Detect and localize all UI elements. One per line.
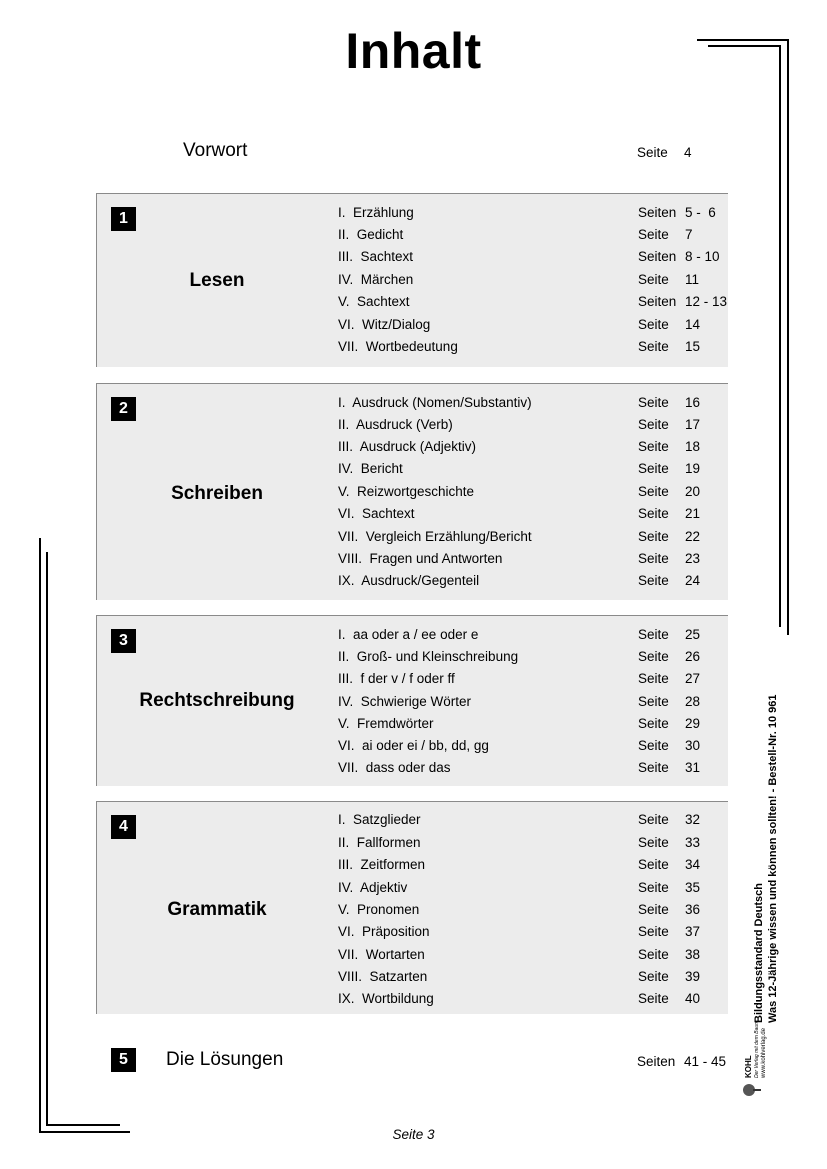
toc-item: IV. Märchen (338, 272, 414, 287)
section-title: Grammatik (167, 899, 267, 920)
toc-item-seite: Seite (638, 317, 669, 332)
toc-item-seite: Seite (638, 529, 669, 544)
vorwort-label: Vorwort (183, 140, 248, 161)
toc-item-pages: 8 - 10 (685, 249, 720, 264)
toc-item-pages: 38 (685, 947, 701, 962)
frame-line-top-outer (697, 39, 789, 41)
logo-tagline: Der Verlag mit dem Baum (754, 1020, 760, 1078)
toc-item: III. Ausdruck (Adjektiv) (338, 439, 477, 454)
section-number-badge: 5 (111, 1048, 136, 1072)
toc-item: III. Zeitformen (338, 857, 426, 872)
toc-item: IV. Bericht (338, 461, 403, 476)
toc-item-seite: Seite (638, 671, 669, 686)
toc-item-pages: 5 - 6 (685, 205, 716, 220)
frame-line-left-inner (46, 552, 48, 1126)
toc-item-pages: 20 (685, 484, 701, 499)
toc-item-pages: 30 (685, 738, 701, 753)
section-grammatik (96, 801, 728, 1014)
toc-item-seite: Seite (638, 902, 669, 917)
toc-item: II. Gedicht (338, 227, 404, 242)
section-number-badge: 2 (111, 397, 136, 421)
toc-item-pages: 17 (685, 417, 701, 432)
toc-item: VII. Wortbedeutung (338, 339, 458, 354)
frame-line-bottom-inner (46, 1124, 120, 1126)
vorwort-seite: Seite (637, 145, 668, 160)
toc-item-pages: 12 - 13 (685, 294, 728, 309)
toc-item-seite: Seite (638, 573, 669, 588)
toc-item-seite: Seite (638, 969, 669, 984)
toc-item: V. Fremdwörter (338, 716, 434, 731)
toc-item-seite: Seite (638, 439, 669, 454)
toc-item: IX. Ausdruck/Gegenteil (338, 573, 480, 588)
toc-item-pages: 15 (685, 339, 701, 354)
toc-item-pages: 40 (685, 991, 701, 1006)
logo-brand: KOHL (744, 1055, 753, 1078)
toc-item-pages: 27 (685, 671, 701, 686)
toc-item-seite: Seite (638, 461, 669, 476)
toc-item: VI. ai oder ei / bb, dd, gg (338, 738, 489, 753)
loesungen-pages: 41 - 45 (684, 1054, 727, 1069)
toc-item-pages: 28 (685, 694, 701, 709)
section-title: Schreiben (171, 483, 263, 504)
toc-item-seite: Seite (638, 924, 669, 939)
toc-item-pages: 39 (685, 969, 701, 984)
frame-line-top-inner (708, 45, 780, 47)
section-lesen (96, 193, 728, 367)
toc-item-seite: Seite (638, 880, 669, 895)
toc-item-seite: Seite (638, 812, 669, 827)
toc-item: VIII. Satzarten (338, 969, 428, 984)
frame-line-right-inner (779, 45, 781, 627)
toc-item-pages: 25 (685, 627, 701, 642)
toc-item-seite: Seiten (638, 249, 677, 264)
toc-item: V. Reizwortgeschichte (338, 484, 475, 499)
toc-item: II. Fallformen (338, 835, 421, 850)
toc-item: I. Erzählung (338, 205, 414, 220)
toc-item-seite: Seite (638, 627, 669, 642)
toc-item-seite: Seite (638, 835, 669, 850)
toc-item: V. Sachtext (338, 294, 410, 309)
toc-item-pages: 16 (685, 395, 701, 410)
toc-item: I. Satzglieder (338, 812, 421, 827)
toc-item-pages: 7 (685, 227, 693, 242)
toc-item-pages: 31 (685, 760, 701, 775)
toc-item-pages: 21 (685, 506, 701, 521)
toc-item-seite: Seite (638, 760, 669, 775)
toc-item-seite: Seite (638, 857, 669, 872)
toc-item-pages: 37 (685, 924, 701, 939)
section-title: Rechtschreibung (139, 690, 295, 711)
toc-item: II. Groß- und Kleinschreibung (338, 649, 519, 664)
page-footer: Seite 3 (392, 1127, 435, 1142)
toc-item: V. Pronomen (338, 902, 420, 917)
toc-item-seite: Seite (638, 227, 669, 242)
toc-item-seite: Seiten (638, 205, 677, 220)
toc-item-pages: 33 (685, 835, 701, 850)
toc-item: VI. Sachtext (338, 506, 415, 521)
toc-item-seite: Seite (638, 991, 669, 1006)
toc-item-pages: 35 (685, 880, 701, 895)
toc-item-pages: 24 (685, 573, 701, 588)
toc-item-pages: 32 (685, 812, 701, 827)
logo-url: www.kohlverlag.de (761, 1027, 767, 1078)
toc-item-pages: 18 (685, 439, 701, 454)
toc-item: VIII. Fragen und Antworten (338, 551, 503, 566)
toc-item-pages: 19 (685, 461, 701, 476)
toc-item-seite: Seite (638, 417, 669, 432)
vorwort-page: 4 (684, 145, 692, 160)
toc-item-seite: Seite (638, 339, 669, 354)
toc-item-seite: Seite (638, 694, 669, 709)
toc-item-pages: 29 (685, 716, 701, 731)
toc-item: IX. Wortbildung (338, 991, 434, 1006)
sidebar-line-1: Bildungsstandard Deutsch (753, 883, 765, 1023)
toc-item-seite: Seite (638, 649, 669, 664)
toc-item-seite: Seite (638, 395, 669, 410)
toc-item-seite: Seite (638, 738, 669, 753)
toc-item: I. aa oder a / ee oder e (338, 627, 479, 642)
page-title: Inhalt (345, 23, 482, 79)
toc-item: II. Ausdruck (Verb) (338, 417, 453, 432)
toc-item-seite: Seite (638, 272, 669, 287)
toc-item-seite: Seite (638, 506, 669, 521)
section-number-badge: 1 (111, 207, 136, 231)
toc-item-pages: 14 (685, 317, 701, 332)
section-number-badge: 3 (111, 629, 136, 653)
toc-item: I. Ausdruck (Nomen/Substantiv) (338, 395, 532, 410)
toc-item: IV. Adjektiv (338, 880, 408, 895)
toc-item-pages: 23 (685, 551, 701, 566)
publisher-logo (742, 1020, 792, 1100)
frame-line-left-outer (39, 538, 41, 1133)
section-rechtschreibung (96, 615, 728, 786)
toc-item-pages: 36 (685, 902, 701, 917)
toc-item-seite: Seite (638, 551, 669, 566)
toc-item: VI. Witz/Dialog (338, 317, 431, 332)
toc-item-pages: 22 (685, 529, 701, 544)
section-title: Lesen (189, 270, 245, 291)
toc-item: VI. Präposition (338, 924, 430, 939)
section-schreiben (96, 383, 728, 600)
toc-item-seite: Seite (638, 716, 669, 731)
toc-item: III. f der v / f oder ff (338, 671, 455, 686)
section-number-badge: 4 (111, 815, 136, 839)
sidebar-line-2: Was 12-Jährige wissen und können sollten! - Bestell-Nr. 10 961 (767, 694, 779, 1023)
toc-item-pages: 34 (685, 857, 701, 872)
loesungen-label: Die Lösungen (166, 1049, 284, 1070)
toc-item-seite: Seite (638, 947, 669, 962)
toc-item: VII. Vergleich Erzählung/Bericht (338, 529, 532, 544)
toc-item-seite: Seiten (638, 294, 677, 309)
toc-item-seite: Seite (638, 484, 669, 499)
toc-item: III. Sachtext (338, 249, 414, 264)
toc-item-pages: 26 (685, 649, 701, 664)
frame-line-right-outer (787, 39, 789, 635)
tree-icon (742, 1080, 762, 1100)
toc-item: VII. Wortarten (338, 947, 425, 962)
toc-item: IV. Schwierige Wörter (338, 694, 472, 709)
loesungen-seite: Seiten (637, 1054, 676, 1069)
toc-item: VII. dass oder das (338, 760, 451, 775)
toc-item-pages: 11 (685, 272, 700, 287)
sidebar-text (752, 653, 780, 1023)
